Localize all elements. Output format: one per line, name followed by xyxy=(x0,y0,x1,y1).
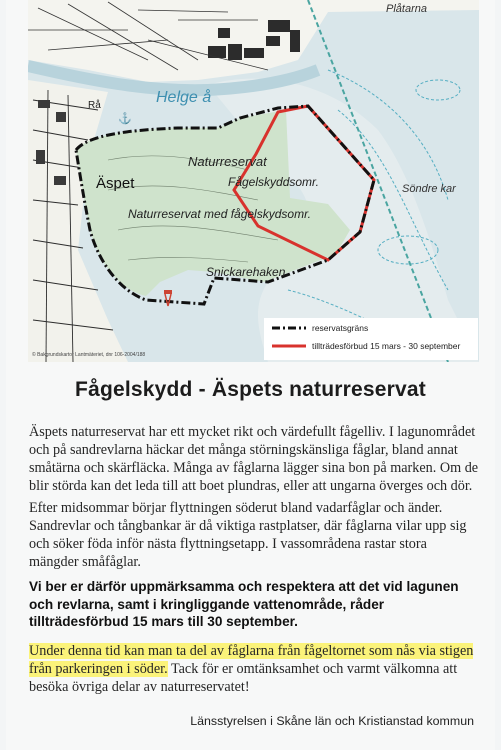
label-naturreservat-med-fagelskyddsomr: Naturreservat med fågelskydsomr. xyxy=(128,207,311,221)
sign-title: Fågelskydd - Äspets naturreservat xyxy=(75,378,426,401)
label-ra: Rå xyxy=(88,100,101,111)
harbour-icon: ⚓ xyxy=(118,113,132,125)
label-aspet: Äspet xyxy=(96,175,135,192)
map-legend xyxy=(264,318,478,360)
information-sign xyxy=(6,0,495,750)
legend-tilltradesforbud: tillträdesförbud 15 mars - 30 september xyxy=(312,341,461,351)
highlighted-text: Under denna tid kan man ta del av fåglarna från fågeltornet som nås via stigen från parkeringen i söder. xyxy=(29,643,474,677)
paragraph-3-notice: Vi ber er därför uppmärksamma och respektera att det vid lagunen och revlarna, samt i kringliggande vattenområde, råder tillträdesförbud 15 mars till 30 september. xyxy=(29,579,459,629)
label-fagelskyddsomr: Fågelskyddsomr. xyxy=(228,175,319,189)
legend-reservatsgrans: reservatsgräns xyxy=(312,323,369,333)
paragraph-4-rest: Tack för er omtänksamhet och varmt välkomna att besöka övriga delar av naturreservatet! xyxy=(29,661,458,695)
paragraph-1: Äspets naturreservat har ett mycket rikt och värdefullt fågelliv. I lagunområdet och på sandrevlarna häckar det många störningskänsliga fåglar, bland annat småtärna och skärfläcka. Många av fåglarna lägger sina bon på marken. Om de blir störda kan det leda till att boet plundras, eller att ungarna överges och dör. xyxy=(29,424,479,494)
map-canvas xyxy=(28,0,479,362)
label-helge-a: Helge å xyxy=(156,89,212,106)
sign-footer: Länsstyrelsen i Skåne län och Kristianstad kommun xyxy=(190,714,474,728)
paragraph-2: Efter midsommar börjar flyttningen söderut bland vadarfåglar och änder. Sandrevlar och tångbankar är då viktiga rastplatser, där fåglarna vilar upp sig och söker föda inför nästa flyttningsetapp. I vassområdena rastar stora mängder småfåglar. xyxy=(29,500,467,570)
label-sondre-kar: Söndre kar xyxy=(402,183,456,195)
label-snickarehaken: Snickarehaken xyxy=(206,265,286,279)
map-credit: © Bakgrundskartor Lantmäteriet, dnr 106-2004/188 xyxy=(32,352,146,358)
paragraph-4 xyxy=(29,642,479,696)
reserve-map xyxy=(28,0,479,362)
label-naturreservat: Naturreservat xyxy=(188,154,267,169)
label-platarna: Plåtarna xyxy=(386,3,427,15)
